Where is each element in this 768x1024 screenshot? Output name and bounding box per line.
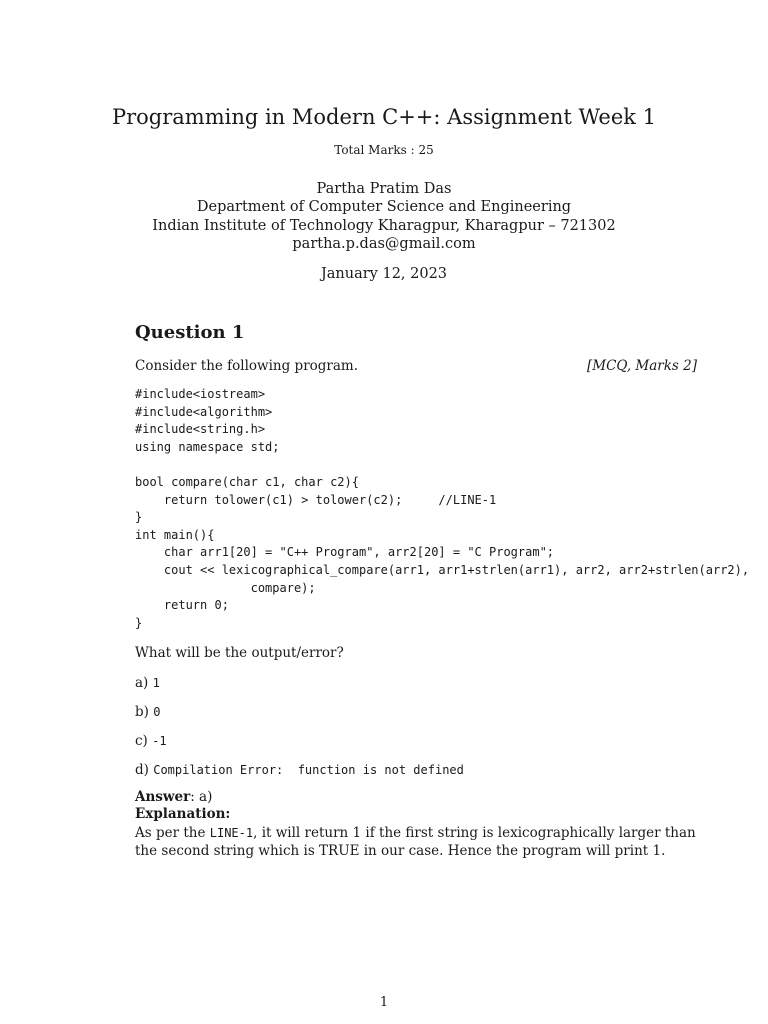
answer-label: Answer	[135, 789, 191, 805]
option-a	[135, 675, 160, 691]
option-text: 0	[153, 705, 161, 719]
explanation-post: , it will return 1 if the first string is lexicographically larger than the second string which is TRUE in our case. Hence the program will print 1.	[135, 825, 696, 859]
document-title: Programming in Modern C++: Assignment Week 1	[111, 105, 657, 129]
option-label: a)	[135, 675, 149, 691]
explanation-pre: As per the	[135, 825, 210, 841]
explanation-text	[135, 824, 705, 860]
author-institute: Indian Institute of Technology Kharagpur, Kharagpur – 721302	[152, 217, 616, 234]
explanation-code: LINE-1	[209, 826, 254, 840]
option-b	[135, 704, 160, 720]
author-block	[0, 180, 768, 253]
page-number: 1	[379, 995, 389, 1010]
option-c	[135, 733, 167, 749]
document-date: January 12, 2023	[320, 266, 448, 282]
option-text: Compilation Error: function is not defined	[153, 763, 464, 777]
question-heading: Question 1	[135, 322, 245, 343]
option-label: d)	[135, 762, 149, 778]
author-name: Partha Pratim Das	[316, 181, 452, 197]
answer-line	[135, 789, 212, 805]
question-prompt: What will be the output/error?	[135, 645, 344, 661]
answer-value: : a)	[190, 789, 213, 805]
explanation-heading: Explanation:	[135, 806, 231, 822]
option-label: b)	[135, 704, 149, 720]
author-email: partha.p.das@gmail.com	[292, 235, 476, 252]
option-text: 1	[152, 676, 160, 690]
option-text: -1	[152, 734, 167, 748]
code-listing: #include<iostream> #include<algorithm> #include<string.h> using namespace std; bool compare(char c1, char c2){ return tolower(c1) > tolower(c2); //LINE-1 } int main(){ char arr1[20] = "C++ Program", arr2[20] = "C Program"; cout << lexicographical_compare(arr1, arr1+strlen(arr1), arr2, arr2+strlen(arr2), compare); return 0; }	[135, 387, 750, 630]
total-marks: Total Marks : 25	[334, 143, 434, 157]
option-d	[135, 762, 464, 778]
question-type-marks: [MCQ, Marks 2]	[587, 358, 697, 374]
question-intro: Consider the following program.	[135, 358, 359, 374]
author-department: Department of Computer Science and Engineering	[196, 199, 572, 216]
option-label: c)	[135, 733, 148, 749]
